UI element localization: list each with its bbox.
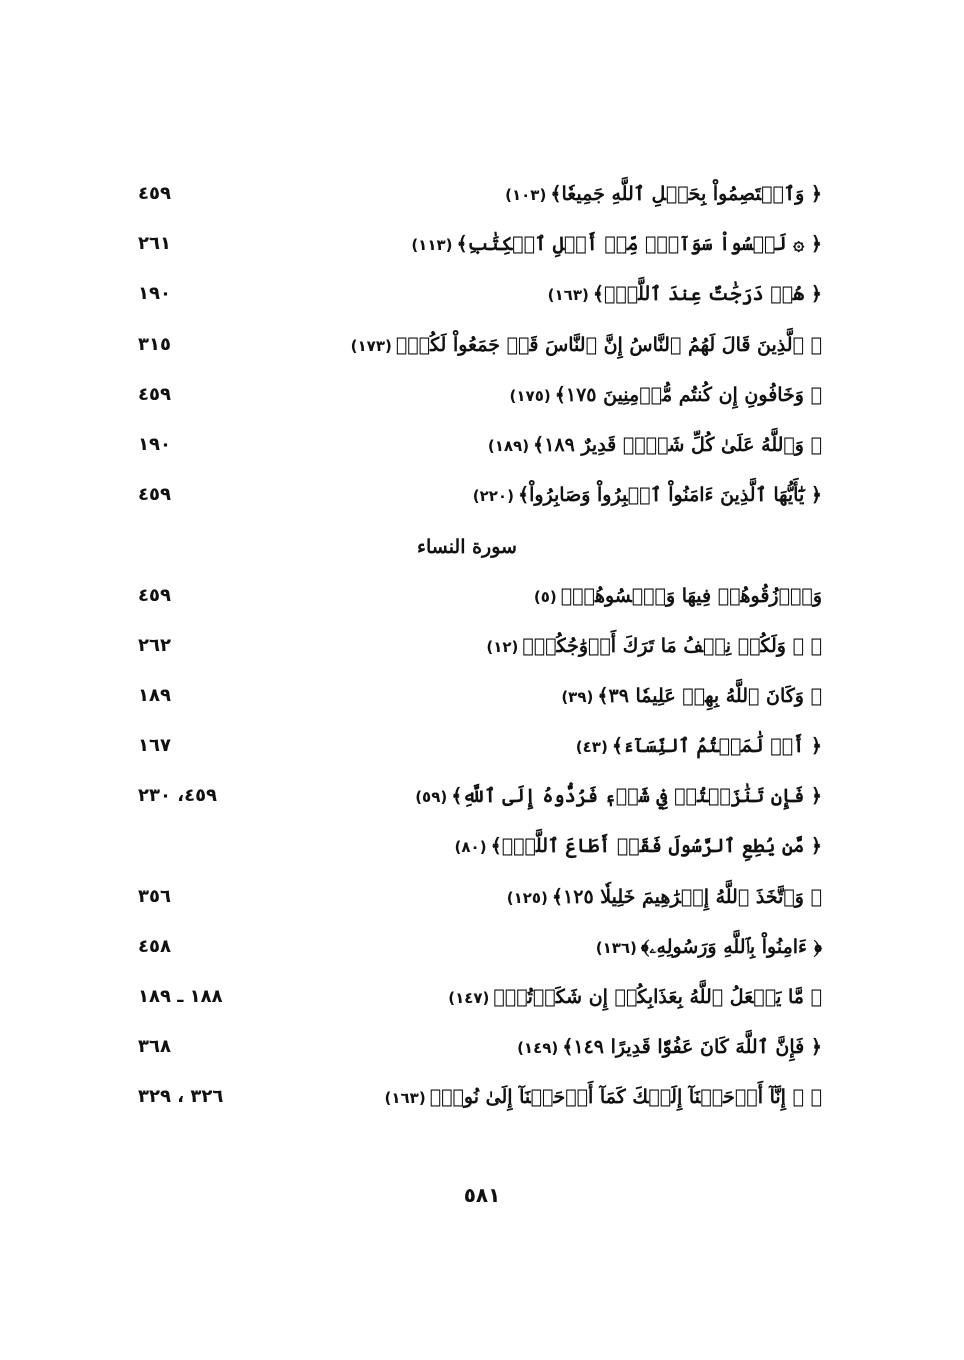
verse-number: (١٠٣) xyxy=(505,186,547,204)
page-references: ٣١٥ xyxy=(138,333,171,355)
verse-number: (١٧٥) xyxy=(509,386,551,405)
verse-number: (١٧٣) xyxy=(350,336,392,355)
verse-text: ﴿ ءَامِنُواْ بِٱللَّهِ وَرَسُولِهِۦ﴾ xyxy=(640,935,822,958)
verse-text: ﴿ ۞ إِنَّآ أَوۡحَيۡنَآ إِلَيۡكَ كَمَآ أَوۡحَيۡنَآ إِلَىٰ نُوحٖ﴾ xyxy=(429,1086,822,1109)
verse-text-group xyxy=(488,425,822,466)
verse-text-group xyxy=(576,726,822,767)
page-references: ٣٢٦ ، ٣٢٩ xyxy=(138,1086,224,1108)
verse-text: ﴿ أَوۡ لَٰمَسۡتُمُ ٱلنِّسَآءَ﴾ xyxy=(611,735,822,758)
verse-text-group xyxy=(505,174,822,215)
verse-number: (١٢) xyxy=(486,637,519,656)
index-entry-row xyxy=(0,1073,964,1123)
verse-number: (٥) xyxy=(533,587,557,606)
page-references: ٢٦٢ xyxy=(138,634,171,656)
index-entry-row xyxy=(0,572,964,622)
verse-text-group xyxy=(384,1077,822,1118)
page-references: ٤٥٨ xyxy=(138,935,171,957)
index-entry-row xyxy=(0,722,964,772)
page-references: ١٨٩ xyxy=(138,684,171,706)
verse-number: (١٤٧) xyxy=(448,989,490,1007)
index-entry-row xyxy=(0,822,964,872)
verse-text-group xyxy=(455,826,822,867)
index-entry-row xyxy=(0,622,964,672)
index-entry-row xyxy=(0,220,964,270)
surah-heading-row xyxy=(0,521,964,571)
verse-text: ﴿ هُمۡ دَرَجَٰتٌ عِندَ ٱللَّهِۗ﴾ xyxy=(592,283,822,306)
page-references: ١٩٠ xyxy=(138,283,171,305)
index-entry-row xyxy=(0,973,964,1023)
index-entry-row xyxy=(0,421,964,471)
verse-text-group xyxy=(561,676,822,717)
verse-text-group xyxy=(448,977,822,1018)
verse-text-group xyxy=(350,325,822,366)
verse-text-group xyxy=(411,224,822,265)
verse-text: ﴿ يَٰٓأَيُّهَا ٱلَّذِينَ ءَامَنُواْ ٱصۡبِرُواْ وَصَابِرُواْ﴾ xyxy=(517,484,822,507)
index-entry-row xyxy=(0,1023,964,1073)
verse-text: ﴿ مَّن يُطِعِ ٱلرَّسُولَ فَقَدۡ أَطَاعَ ٱللَّهَۖ﴾ xyxy=(490,835,822,858)
verse-text: ﴿ ۞ وَلَكُمۡ نِصۡفُ مَا تَرَكَ أَزۡوَٰجُكُمۡ﴾ xyxy=(522,634,822,657)
page-references: ٤٥٩ xyxy=(138,484,171,506)
verse-number: (١١٣) xyxy=(411,236,453,255)
index-entry-row xyxy=(0,371,964,421)
verse-text: ﴿ وَٱعۡتَصِمُواْ بِحَبۡلِ ٱللَّهِ جَمِيعٗا﴾ xyxy=(550,183,822,205)
index-entry-row xyxy=(0,923,964,973)
page-references: ٣٦٨ xyxy=(138,1036,171,1058)
verse-text-group xyxy=(486,626,822,667)
verse-text-group xyxy=(415,776,822,817)
verse-number: (١٢٥) xyxy=(506,888,548,907)
verse-text: ﴿ وَٱللَّهُ عَلَىٰ كُلِّ شَيۡءٖ قَدِيرٌ ١٨٩﴾ xyxy=(533,433,822,456)
index-entry-row xyxy=(0,672,964,722)
index-entry-row xyxy=(0,170,964,220)
page-number: ٥٨١ xyxy=(463,1183,501,1207)
verse-number: (١٦٣) xyxy=(384,1089,426,1108)
verse-number: (٤٣) xyxy=(575,738,608,757)
verse-text: ﴿ وَٱتَّخَذَ ٱللَّهُ إِبۡرَٰهِيمَ خَلِيلٗا ١٢٥﴾ xyxy=(551,885,822,908)
verse-text-group xyxy=(510,375,822,416)
index-entry-row xyxy=(0,471,964,521)
index-entry-row xyxy=(0,270,964,320)
verse-text: ﴿ مَّا يَفۡعَلُ ٱللَّهُ بِعَذَابِكُمۡ إِن شَكَرۡتُمۡ﴾ xyxy=(493,986,822,1008)
verse-number: (٨٠) xyxy=(454,838,487,857)
verse-number: (١٤٩) xyxy=(517,1039,559,1058)
verse-number: (١٣٦) xyxy=(595,938,637,957)
verse-text-group xyxy=(517,1027,822,1068)
verse-text-group xyxy=(507,877,822,918)
index-entry-row xyxy=(0,772,964,822)
page-references: ٢٦١ xyxy=(138,233,171,255)
verse-text-group xyxy=(473,475,822,516)
verse-text: ﴿ وَخَافُونِ إِن كُنتُم مُّؤۡمِنِينَ ١٧٥﴾ xyxy=(554,383,822,406)
surah-heading: سورة النساء xyxy=(417,536,517,559)
index-entry-row xyxy=(0,321,964,371)
verse-text-group xyxy=(548,274,822,315)
verse-number: (٣٩) xyxy=(561,687,594,706)
page-references: ١٦٧ xyxy=(138,735,171,757)
verse-number: (٥٩) xyxy=(415,788,448,807)
verse-text: ﴿ ٱلَّذِينَ قَالَ لَهُمُ ٱلنَّاسُ إِنَّ ٱلنَّاسَ قَدۡ جَمَعُواْ لَكُمۡ﴾ xyxy=(395,333,822,356)
verse-text: ﴿ فَإِن تَنَٰزَعۡتُمۡ فِي شَيۡءٖ فَرُدُّوهُ إِلَى ٱللَّهِ﴾ xyxy=(451,785,822,808)
verse-text: ﴿ فَإِنَّ ٱللَّهَ كَانَ عَفُوّٗا قَدِيرًا ١٤٩﴾ xyxy=(562,1036,822,1059)
verse-text: ﴿ وَكَانَ ٱللَّهُ بِهِمۡ عَلِيمٗا ٣٩﴾ xyxy=(597,684,822,707)
page-references: ٣٥٦ xyxy=(138,885,171,907)
verse-number: (١٨٩) xyxy=(487,436,530,455)
page-references: ٤٥٩، ٢٣٠ xyxy=(138,785,218,807)
verse-text: وَٱرۡزُقُوهُمۡ فِيهَا وَٱكۡسُوهُمۡ﴾ xyxy=(560,584,822,607)
verse-number: (٢٢٠) xyxy=(472,487,514,506)
verse-number: (١٦٣) xyxy=(547,286,589,305)
verse-text-group xyxy=(596,927,822,968)
page-references: ١٨٨ ـ ١٨٩ xyxy=(138,986,223,1007)
page-references: ٤٥٩ xyxy=(138,584,171,606)
page-references: ٤٥٩ xyxy=(138,383,171,405)
verse-text-group xyxy=(534,576,822,617)
page-references: ١٩٠ xyxy=(138,433,171,455)
verse-index-list xyxy=(0,170,964,1124)
page-references: ٤٥٩ xyxy=(138,183,171,204)
verse-text: ﴿ ۞ لَيۡسُواْ سَوَآءٗۗ مِّنۡ أَهۡلِ ٱلۡكِتَٰبِ﴾ xyxy=(456,233,822,256)
index-entry-row xyxy=(0,873,964,923)
